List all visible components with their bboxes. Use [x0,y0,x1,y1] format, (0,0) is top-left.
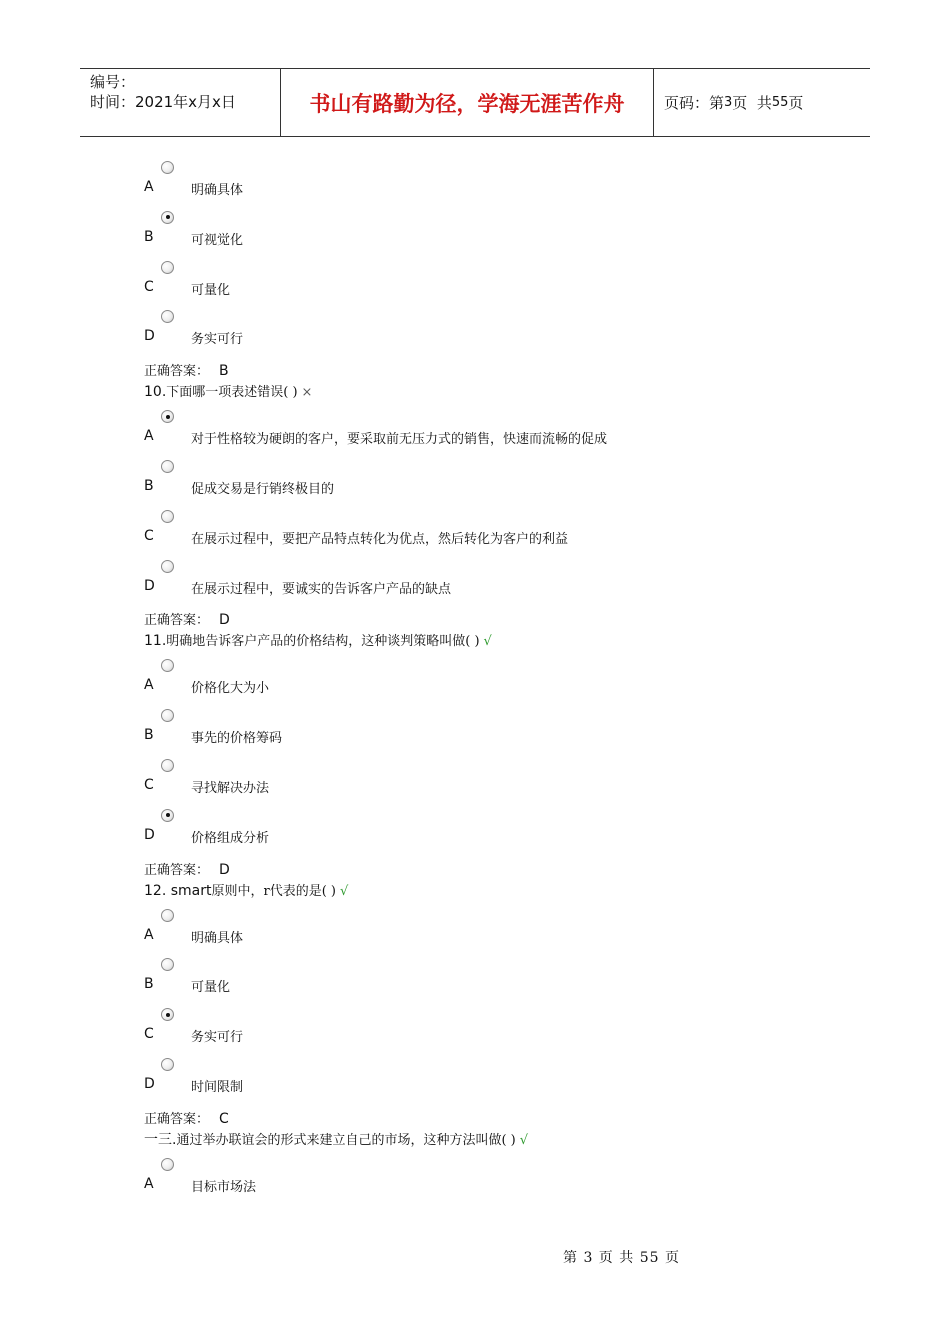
option-letter: D [144,577,155,594]
radio-button-a[interactable] [161,161,174,174]
option-letter: A [144,428,154,445]
option-text: 寻找解决办法 [191,781,270,796]
option-text: 价格化大为小 [191,681,270,697]
answer-label: 正确答案： [144,364,210,380]
option-letter: A [144,677,154,694]
option-letter: C [144,527,154,544]
radio-button-b[interactable] [161,709,174,722]
radio-button-b[interactable] [161,211,174,224]
answer-label: 正确答案： [144,613,210,629]
option-text: 目标市场法 [191,1179,257,1195]
radio-button-d[interactable] [161,560,174,573]
wrong-mark-icon: × [301,385,313,401]
radio-button-c[interactable] [161,510,174,523]
question-number: 12. smart [144,882,212,899]
question-number: 11. [144,633,167,650]
header-motto: 书山有路勤为径，学海无涯苦作舟 [281,69,654,136]
option-text: 对于性格较为硬朗的客户，要采取前无压力式的销售，快速而流畅的促成 [191,432,608,448]
page-number: 3 [724,95,733,110]
header-meta [80,69,281,136]
correct-mark-icon: √ [483,634,492,650]
question-text: 明确地告诉客户产品的价格结构，这种谈判策略叫做( ) [166,634,480,650]
question-text: 原则中，r代表的是( ) [211,883,336,899]
radio-button-c[interactable] [161,1008,174,1021]
option-text: 在展示过程中，要把产品特点转化为优点，然后转化为客户的利益 [191,531,569,547]
question-title [144,880,348,899]
option-letter: A [144,1175,154,1192]
option-letter: D [144,328,155,345]
radio-button-a[interactable] [161,909,174,922]
page-total: 55 [771,95,789,110]
correct-answer [144,609,230,628]
option-letter: C [144,777,154,793]
radio-button-c[interactable] [161,261,174,274]
radio-button-d[interactable] [161,1058,174,1071]
page-suffix: 页 [788,94,804,112]
option-text: 务实可行 [191,332,244,348]
option-letter: B [144,976,154,993]
radio-button-d[interactable] [161,310,174,323]
page-prefix: 页码：第 [664,94,725,112]
question-number: 一三. [144,1131,177,1148]
doc-number-label: 编号： [90,73,136,91]
option-text: 可量化 [191,980,231,996]
answer-label: 正确答案： [144,862,210,878]
correct-mark-icon: √ [339,883,349,899]
option-letter: A [144,179,154,195]
question-title [144,1129,528,1149]
radio-button-c[interactable] [161,759,174,772]
correct-answer [144,859,230,878]
question-title [144,630,492,649]
correct-answer [144,360,229,379]
option-text: 价格组成分析 [191,830,270,846]
option-text: 在展示过程中，要诚实的告诉客户产品的缺点 [191,581,452,597]
answer-value: D [219,612,230,629]
option-letter: C [144,1026,154,1043]
question-text: 下面哪一项表述错误( ) [166,385,298,401]
radio-button-d[interactable] [161,809,174,822]
page-mid: 页 共 [732,94,772,112]
option-letter: D [144,1076,155,1092]
option-text: 务实可行 [191,1030,244,1046]
radio-button-a[interactable] [161,1158,174,1171]
option-text: 促成交易是行销终极目的 [191,482,335,497]
option-letter: B [144,228,154,245]
radio-button-b[interactable] [161,460,174,473]
page-header [80,68,870,137]
answer-label: 正确答案： [144,1111,210,1127]
option-letter: D [144,826,155,843]
option-text: 事先的价格筹码 [191,731,283,747]
answer-value: D [219,861,230,878]
option-letter: A [144,926,154,943]
option-letter: B [144,478,154,494]
doc-date: 时间：2021年x月x日 [90,93,236,111]
answer-value: C [219,1110,229,1127]
page-footer: 第 3 页 共 55 页 [563,1250,680,1266]
radio-button-b[interactable] [161,958,174,971]
option-text: 时间限制 [191,1080,244,1095]
answer-value: B [219,363,229,380]
option-text: 可量化 [191,282,231,298]
question-title [144,381,312,400]
radio-button-a[interactable] [161,659,174,672]
option-text: 明确具体 [191,930,244,946]
radio-button-a[interactable] [161,410,174,423]
option-text: 明确具体 [191,183,244,198]
option-letter: B [144,727,154,744]
question-text: 通过举办联谊会的形式来建立自己的市场，这种方法叫做( ) [176,1132,516,1148]
option-text: 可视觉化 [191,232,244,248]
header-page-info [654,69,870,136]
correct-mark-icon: √ [519,1132,529,1148]
correct-answer [144,1108,229,1127]
option-letter: C [144,278,154,295]
question-number: 10. [144,384,167,401]
